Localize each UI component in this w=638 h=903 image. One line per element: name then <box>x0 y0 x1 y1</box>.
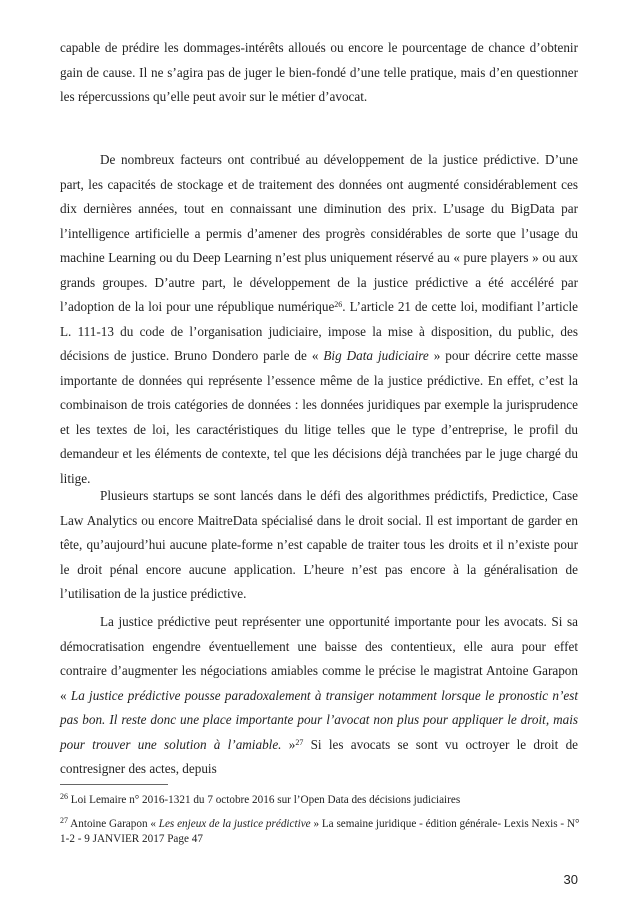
page-number: 30 <box>563 872 578 887</box>
footnote-ref-27[interactable]: 27 <box>295 737 304 747</box>
footnote-separator <box>60 784 168 785</box>
paragraph-3 <box>60 484 578 607</box>
paragraph-2-text-a: De nombreux facteurs ont contribué au développement de la justice prédictive. D’une part, les capacités de stockage et de traitement des données ont augmenté considérablement ces dix dernières années, tout en connaissant une diminution des prix. L’usage du BigData par l’intelligence artificielle a permis d’amener des progrès considérables de sorte que l’usage du machine Learning ou du Deep Learning n’est plus uniquement réservé au « pure players » ou aux grands groupes. D’autre part, le développement de la justice prédictive a été accéléré par l’adoption de la loi pour une république numérique <box>60 152 578 314</box>
footnote-27-text-b: » La semaine juridique - édition générale- Lexis Nexis - N° 1-2 - 9 JANVIER 2017 Page 47 <box>60 818 580 845</box>
paragraph-1-text: capable de prédire les dommages-intérêts alloués ou encore le pourcentage de chance d’obtenir gain de cause. Il ne s’agira pas de juger le bien-fondé d’une telle pratique, mais d’en questionner les répercussions qu’elle peut avoir sur le métier d’avocat. <box>60 40 578 104</box>
footnote-27-article-title: Les enjeux de la justice prédictive <box>158 818 311 830</box>
footnote-26 <box>60 793 580 808</box>
footnote-26-text: Loi Lemaire n° 2016-1321 du 7 octobre 2016 sur l’Open Data des décisions judiciaires <box>68 794 461 806</box>
paragraph-3-text: Plusieurs startups se sont lancés dans le défi des algorithmes prédictifs, Predictice, Case Law Analytics ou encore MaitreData spécialisé dans le droit social. Il est important de garder en tête, qu’aujourd’hui aucune plate-forme n’est capable de traiter tous les droits et il n’existe pour le droit pénal encore aucune application. L’heure n’est pas encore à la généralisation de l’utilisation de la justice prédictive. <box>60 488 578 601</box>
paragraph-1 <box>60 36 578 110</box>
paragraph-4-text-a: La justice prédictive peut représenter une opportunité importante pour les avocats. Si sa démocratisation engendre éventuellement une baisse des contentieux, elle aura pour effet contraire d’augmenter les négociations amiables comme le précise le magistrat Antoine Garapon « <box>60 614 578 703</box>
big-data-judiciaire-term: Big Data judiciaire <box>323 348 429 363</box>
footnote-26-number: 26 <box>60 792 68 801</box>
footnote-27-text-a: Antoine Garapon « <box>68 818 159 830</box>
paragraph-2-text-c: » pour décrire cette masse importante de données qui représente l’essence même de la justice prédictive. En effet, c’est la combinaison de trois catégories de données : les données juridiques par exemple la jurisprudence et les textes de loi, les caractéristiques du litige telles que le type d’entreprise, le profil du demandeur et les éléments de contexte, tel que les décisions déjà tranchées par le juge chargé du litige. <box>60 348 579 486</box>
paragraph-2 <box>60 148 578 491</box>
footnote-27-number: 27 <box>60 816 68 825</box>
paragraph-4-text-b: » <box>281 736 296 752</box>
paragraph-4 <box>60 610 578 782</box>
footnote-ref-26[interactable]: 26 <box>334 300 343 309</box>
paragraph-2-text-b: . L’article 21 de cette loi, modifiant l’article L. 111-13 du code de l’organisation judiciaire, impose la mise à disposition, du public, des décisions de justice. Bruno Dondero parle de « <box>60 299 578 363</box>
paragraph-4-text-c: Si les avocats se sont vu octroyer le droit de contresigner des actes, depuis <box>60 736 579 776</box>
footnote-27 <box>60 817 580 847</box>
garapon-quote: La justice prédictive pousse paradoxalement à transiger notamment lorsque le pronostic n’est pas bon. Il reste donc une place importante pour l’avocat non plus pour appliquer le droit, mais pour trouver une solution à l’amiable. <box>60 687 578 752</box>
